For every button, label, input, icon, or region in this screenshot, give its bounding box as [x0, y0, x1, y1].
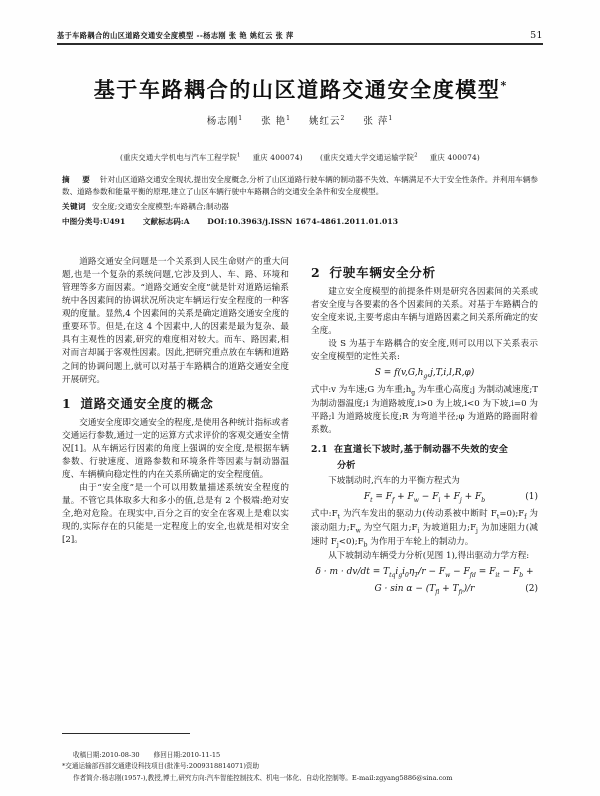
subsection-2-1-heading-cont: 分析 [337, 460, 356, 472]
formula-2-line-1-body: $\delta \cdot m \cdot dv/dt = T_{tq}i_gi_0\eta_T/r - F_w - F_{fd} = F_{it} - F_b$ + [315, 566, 534, 579]
formula-1-notation: 式中$:F_t$ 为汽车发出的驱动力(传动系被中断时 $F_t=0);F_f$ 为滚动阻力$;F_w$ 为空气阻力$;F_i$ 为坡道阻力$;F_j$ 为加速阻力(减速时 $F_j<0);F_b$ 为作用于车轮上的制动力。 [311, 509, 539, 549]
affiliation-2-mark: 2 [414, 152, 418, 159]
subsection-2-1-number: 2.1 [311, 444, 328, 456]
formula-safety-degree [311, 367, 538, 381]
author-3-name: 姚红云 [309, 116, 341, 127]
right-column [311, 256, 538, 722]
subsection-2-1-title: 在直道长下坡时,基于制动器不失效的安全 [333, 444, 509, 456]
author-1-name: 杨志刚 [206, 116, 239, 127]
author-4 [363, 116, 393, 127]
footnote-funding: *交通运输部西部交通建设科技项目(批准号:2009318814071)资助 [62, 762, 260, 771]
footnote-author-bio: 作者简介:杨志刚(1957-),教授,博士,研究方向:汽车智能控制技术、机电一体化、自动化控制等。E-mail:zgyang5886@sina.com [73, 773, 453, 782]
affiliation-1-text: (重庆交通大学机电与汽车工程学院 [119, 153, 237, 162]
affiliation-1-city: 重庆 400074) [252, 153, 303, 162]
classification-row [62, 216, 538, 228]
author-1 [207, 116, 243, 127]
subsection-2-1-paragraph-2: 从下坡制动车辆受力分析(见图 1),得出驱动力学方程: [328, 550, 530, 561]
affiliation-2 [320, 153, 480, 162]
running-head-title: 基于车路耦合的山区道路交通安全度模型 --杨志刚 张 艳 姚红云 张 萍 [57, 31, 294, 40]
formula-2-tag: (2) [525, 583, 538, 594]
section-1-heading [62, 394, 289, 413]
body-columns [62, 256, 538, 722]
keywords-text: 安全度;交通安全度模型;车路耦合;制动器 [91, 201, 229, 211]
page-title [0, 74, 600, 104]
section-1-number: 1 [62, 395, 72, 411]
formula-safety-degree-body: $S = f(v,G,h_g,j,T,i,l,R,\varphi)$ [374, 368, 475, 381]
author-2 [261, 116, 291, 127]
author-3-mark: 2 [340, 114, 346, 122]
section-2-notation: 式中:v 为车速;G 为车重$;h_g$ 为车重心高度;j 为制动减速度;T 为制动器温度;i 为道路坡度,i>0 为上坡,i<0 为下坡,i=0 为平路;l 为道路坡度长度;R 为弯道半径;φ 为道路的路面附着系数。 [311, 385, 538, 436]
clc-group [62, 217, 125, 226]
page-number: 51 [530, 30, 543, 41]
affiliation-2-text: (重庆交通大学交通运输学院 [319, 153, 415, 162]
author-4-mark: 1 [388, 114, 394, 122]
author-2-mark: 1 [286, 114, 291, 122]
doc-code-value: A [183, 216, 190, 226]
section-1-paragraph-2: 由于“安全度”是一个可以用数量描述系统安全程度的量。不管它具体取多大和多小的值,总是有 2 个极端:绝对安全,绝对危险。在现实中,百分之百的安全在客观上是难以实现的,实际存在的只能是一定程度上的安全,也就是相对安全[2]。 [62, 482, 289, 546]
section-1-paragraph-1: 交通安全度即交通安全的程度,是使用各种统计指标或者交通运行参数,通过一定的运算方式求评价的客观交通安全情况[1]。从车辆运行因素的角度上强调的安全度,是根据车辆参数、行驶速度、道路参数和环境条件等因素与制动器温度、车辆横向稳定性的内在关系所确定的安全程度值。 [62, 417, 289, 480]
doc-code-label: 文献标志码: [142, 216, 184, 226]
footnote-rule [62, 733, 190, 734]
section-2-heading [311, 263, 538, 282]
intro-paragraph: 道路交通安全问题是一个关系到人民生命财产的重大问题,也是一个复杂的系统问题,它涉及到人、车、路、环境和管理等多方面因素。“道路交通安全度”就是针对道路运输系统中各因素间的协调状况所决定车辆运行安全程度的一种客观的度量。显然,4 个因素间的关系是确定道路交通安全度的重要环节。但是,在这 4 个因素中,人的因素是最为复杂、最具有主观性的因素,研究的难度相对较大。而车、路因素,相对而言却属于客观性因素。因此,把研究重点放在车辆和道路之间的协调问题上,就可以对基于车路耦合的道路交通安全度开展研究。 [62, 257, 289, 385]
running-head [57, 30, 543, 41]
affiliation-list [0, 152, 600, 163]
formula-1-body: $F_t = F_f + F_w - F_i + F_j + F_b$ [363, 492, 486, 505]
keywords-label: 关键词 [62, 201, 86, 211]
formula-2-line-2 [311, 583, 538, 597]
abstract-paragraph [62, 174, 538, 199]
section-2-paragraph-1: 建立安全度模型的前提条件则是研究各因素间的关系或者安全度与各要素的各个因素间的关系。对基于车路耦合的安全度来说,主要考虑由车辆与道路因素之间关系所确定的安全度。 [311, 287, 538, 337]
abstract-block [62, 174, 538, 228]
received-date: 收稿日期:2010-08-30 [73, 750, 140, 759]
author-2-name: 张 艳 [261, 116, 287, 127]
left-column [62, 256, 289, 722]
title-footnote-marker: * [500, 79, 507, 92]
header-rule [57, 43, 543, 45]
title-text: 基于车路耦合的山区道路交通安全度模型 [93, 77, 501, 102]
formula-2-line-2-body: $G \cdot \sin \alpha - (T_{fl} + T_{fr})/r$ [374, 583, 475, 596]
clc-label: 中图分类号: [62, 216, 103, 226]
section-2-number: 2 [311, 265, 321, 280]
section-2-title: 行驶车辆安全分析 [329, 265, 436, 280]
subsection-2-1-paragraph-1: 下坡制动时,汽车的力平衡方程式为 [328, 476, 460, 487]
author-1-mark: 1 [238, 114, 244, 122]
abstract-label: 摘 要 [62, 175, 95, 184]
affiliation-1 [120, 153, 303, 162]
clc-value: U491 [102, 216, 126, 226]
formula-1 [311, 491, 538, 505]
affiliation-2-city: 重庆 400074) [429, 153, 480, 162]
section-2-paragraph-2: 设 S 为基于车路耦合的安全度,则可以用以下关系表示安全度模型的定性关系: [311, 339, 538, 363]
keywords-row [62, 201, 538, 213]
subsection-2-1-heading [311, 443, 538, 457]
footnote-dates [62, 750, 540, 761]
affiliation-1-mark: 1 [236, 152, 241, 159]
doc-code-group [143, 217, 190, 226]
author-list [0, 113, 600, 127]
author-3 [309, 116, 345, 127]
formula-1-tag: (1) [525, 492, 538, 503]
section-1-title: 道路交通安全度的概念 [80, 395, 214, 411]
formula-2-line-1 [311, 566, 538, 580]
author-4-name: 张 萍 [363, 116, 389, 127]
abstract-text: 针对山区道路交通安全现状,提出安全度概念,分析了山区道路行驶车辆的制动器不失效、车辆满足不大于安全性条件。并利用车辆参数、道路参数和能量平衡的原理,建立了山区车辆行驶中车路耦合的交通安全条件和安全度模型。 [62, 175, 538, 197]
footnote-block [62, 750, 540, 784]
revised-date: 修回日期:2010-11-15 [153, 750, 221, 759]
doi-text: DOI:10.3963/j.ISSN 1674-4861.2011.01.013 [207, 216, 399, 226]
